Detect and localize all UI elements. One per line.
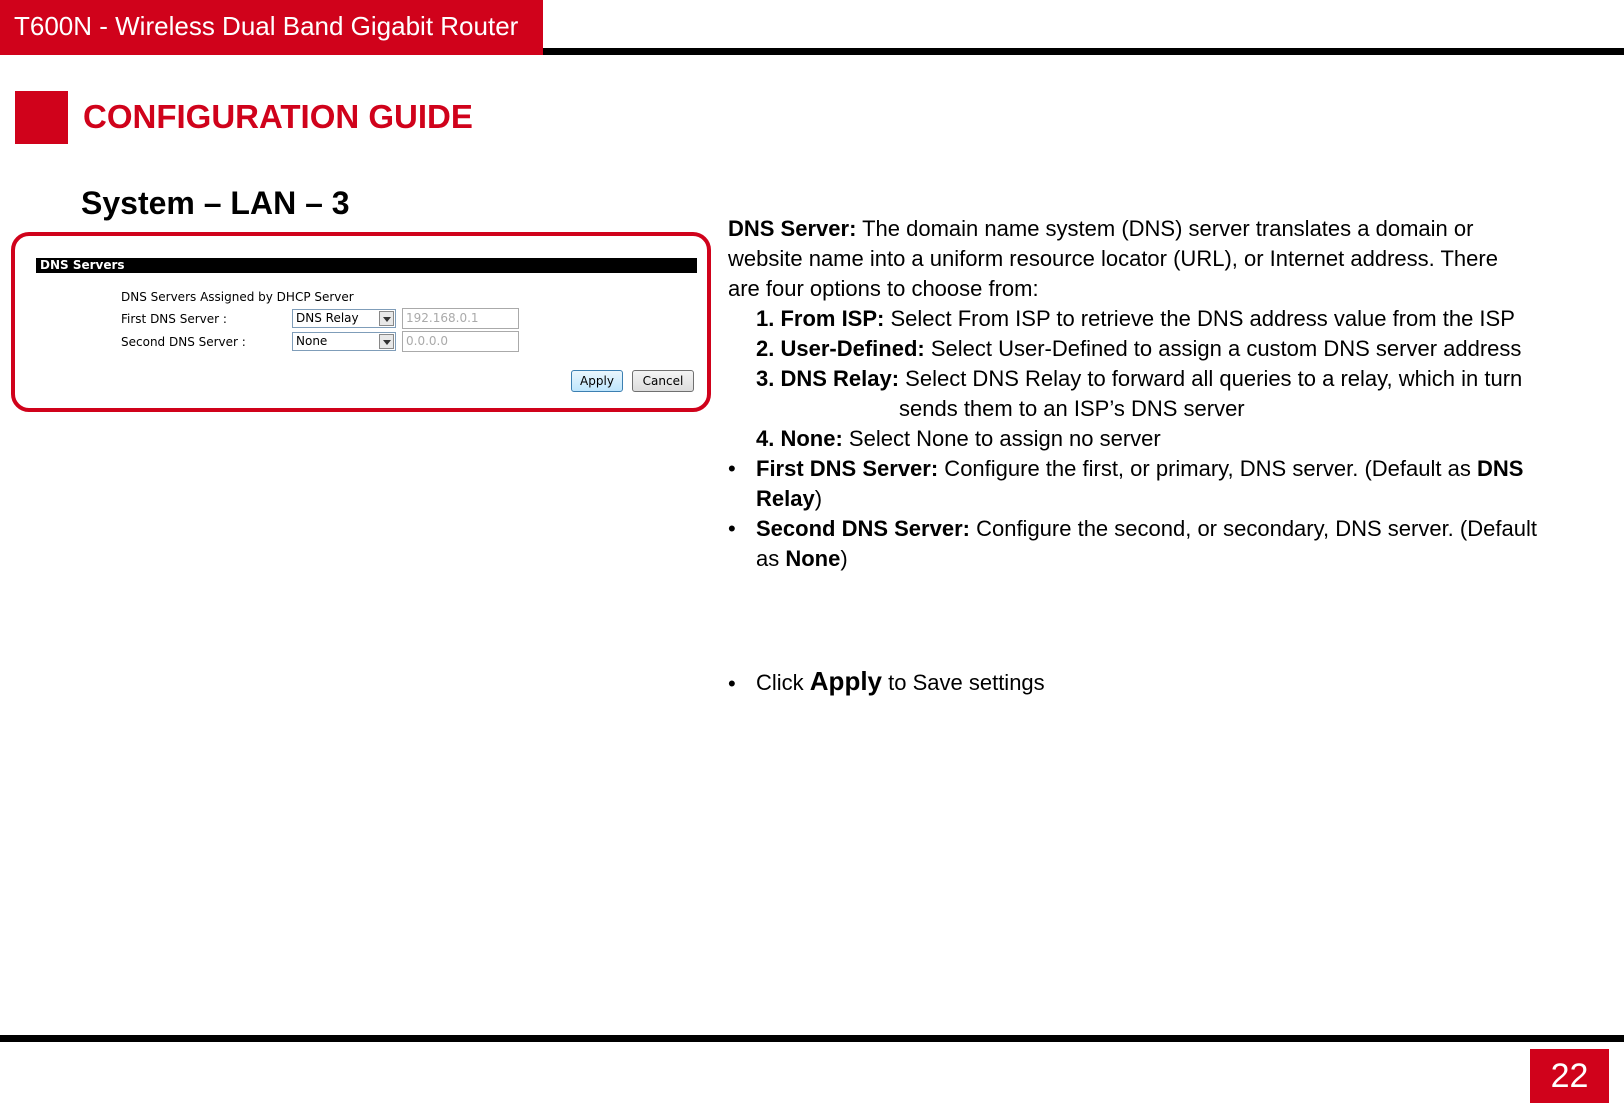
assigned-by-dhcp-label: DNS Servers Assigned by DHCP Server bbox=[121, 290, 354, 304]
first-dns-select[interactable] bbox=[292, 309, 396, 328]
dns-server-line-1: DNS Server: The domain name system (DNS) server translates a domain or bbox=[728, 216, 1474, 241]
first-dns-description: First DNS Server: Configure the first, or primary, DNS server. (Default as DNS bbox=[756, 456, 1524, 481]
bullet-icon: • bbox=[728, 671, 736, 696]
guide-marker bbox=[15, 91, 68, 144]
second-dns-select[interactable] bbox=[292, 332, 396, 351]
chevron-down-icon[interactable] bbox=[379, 334, 394, 349]
second-dns-description-cont: as None) bbox=[756, 546, 848, 571]
dns-server-term: DNS Server: bbox=[728, 216, 857, 241]
header-rule bbox=[543, 48, 1624, 55]
option-from-isp: 1. From ISP: Select From ISP to retrieve the DNS address value from the ISP bbox=[756, 306, 1515, 331]
cancel-button[interactable]: Cancel bbox=[632, 370, 694, 392]
second-dns-label: Second DNS Server : bbox=[121, 335, 246, 349]
first-dns-description-cont: Relay) bbox=[756, 486, 823, 511]
dns-server-line-3: are four options to choose from: bbox=[728, 276, 1039, 301]
guide-title: CONFIGURATION GUIDE bbox=[83, 98, 473, 135]
click-apply-instruction: Click Apply to Save settings bbox=[756, 666, 1045, 696]
second-dns-ip-input[interactable]: 0.0.0.0 bbox=[402, 331, 519, 352]
section-title: System – LAN – 3 bbox=[81, 185, 350, 221]
option-dns-relay: 3. DNS Relay: Select DNS Relay to forward all queries to a relay, which in turn bbox=[756, 366, 1523, 391]
footer-rule bbox=[0, 1035, 1624, 1042]
second-dns-description: Second DNS Server: Configure the second, or secondary, DNS server. (Default bbox=[756, 516, 1537, 541]
bullet-icon: • bbox=[728, 516, 736, 541]
option-user-defined: 2. User-Defined: Select User-Defined to assign a custom DNS server address bbox=[756, 336, 1522, 361]
option-dns-relay-cont: sends them to an ISP’s DNS server bbox=[899, 396, 1245, 421]
dns-screenshot-panel bbox=[11, 232, 711, 412]
product-title: T600N - Wireless Dual Band Gigabit Router bbox=[0, 0, 543, 55]
option-none: 4. None: Select None to assign no server bbox=[756, 426, 1161, 451]
page-number: 22 bbox=[1530, 1049, 1609, 1103]
first-dns-select-value: DNS Relay bbox=[296, 311, 359, 325]
first-dns-label: First DNS Server : bbox=[121, 312, 227, 326]
dns-server-line-2: website name into a uniform resource locator (URL), or Internet address. There bbox=[728, 246, 1498, 271]
apply-button[interactable]: Apply bbox=[571, 370, 623, 392]
chevron-down-icon[interactable] bbox=[379, 311, 394, 326]
first-dns-ip-input[interactable]: 192.168.0.1 bbox=[402, 308, 519, 329]
dns-servers-header: DNS Servers bbox=[36, 258, 697, 273]
bullet-icon: • bbox=[728, 456, 736, 481]
second-dns-select-value: None bbox=[296, 334, 328, 348]
